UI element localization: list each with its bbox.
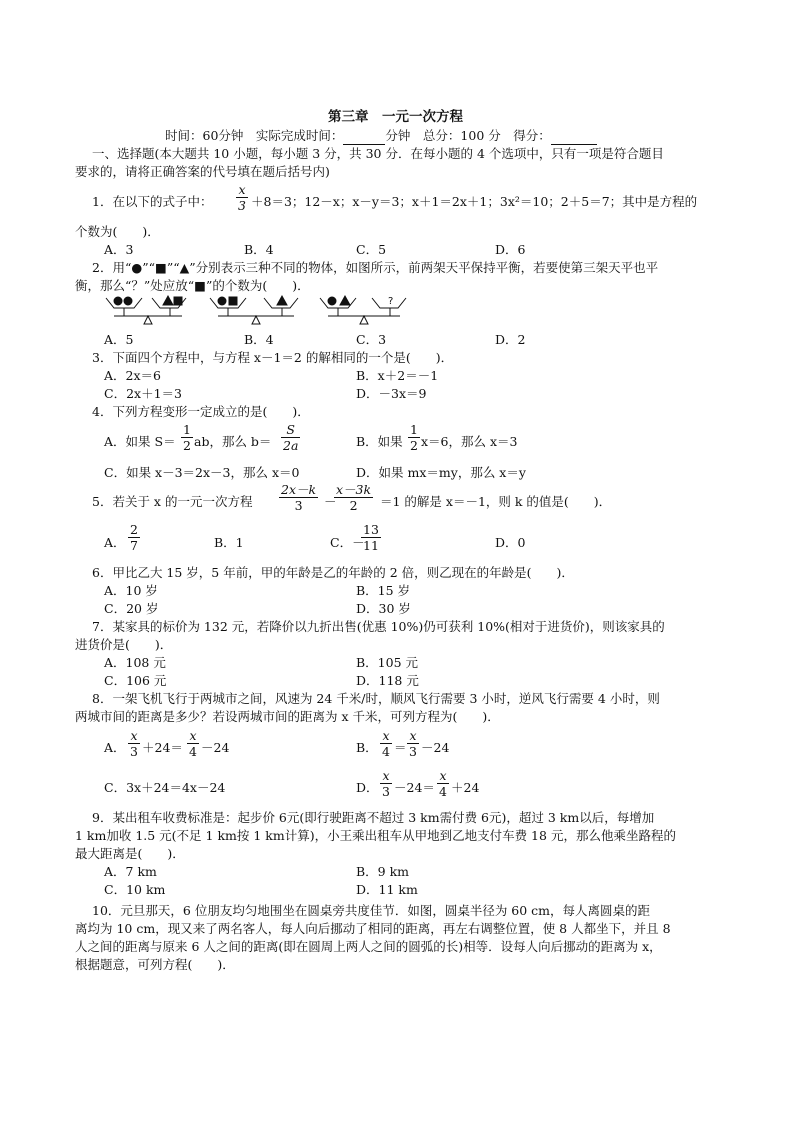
q1-line2: 个数为( )． [75,224,160,239]
q5-c-fraction [361,522,381,553]
q1-fraction [236,182,248,213]
q8-b-fraction-2 [407,728,419,759]
q2-line2: 衡，那么“？”处应放“■”的个数为( )． [75,278,310,293]
q5-option-a-label: A． [104,535,126,550]
q10-line2: 离均为 10 cm，现又来了两名客人，每人向后挪动了相同的距离，再左右调整位置，使 8 人都坐下，并且 8 [75,921,671,936]
square-icon [229,297,237,305]
q5-a-den: 7 [130,538,138,553]
q6-option-c: C．20 岁 [104,601,159,616]
q8-d-f2-den: 4 [439,784,447,799]
q8-d-fraction-1 [380,768,392,799]
balance-scale-1 [106,296,186,324]
q8-d-f2-num: x [437,768,449,784]
circle-icon [124,297,132,305]
score-blank [551,128,597,145]
q4-option-a-mid: ab，那么 b＝ [194,434,272,449]
balance-scale-3 [320,296,406,324]
q9-option-a: A．7 km [104,864,157,879]
q1-option-b: B．4 [244,242,274,257]
q4-a-f1-den: 2 [183,438,191,453]
circle-icon [114,297,122,305]
q1-frac-num: x [236,182,248,198]
q8-a-f2-den: 4 [189,744,197,759]
meta-minutes: 分钟 总分：100 分 得分： [385,128,551,143]
q4-option-b-post: x＝6，那么 x＝3 [421,434,518,449]
q5-fraction-2 [334,482,373,513]
q10-line3: 人之间的距离与原来 6 人之间的距离(即在圆周上两人之间的圆弧的长)相等．设每人向后挪动的距离为 x， [75,939,662,954]
q8-option-a-post: －24 [201,740,230,755]
q5-fraction-1 [279,482,318,513]
q9-line2: 1 km加收 1.5 元(不足 1 km按 1 km计算)，小王乘出租车从甲地到乙地支付车费 18 元，那么他乘坐路程的 [75,828,676,843]
q7-line2: 进货价是( )． [75,637,173,652]
q1-frac-den: 3 [238,198,246,213]
q1-post: ＋8＝3；12－x；x－y＝3；x＋1＝2x＋1；3x²＝10；2＋5＝7；其中是方程的 [251,194,698,209]
q5-a-fraction [128,522,140,553]
q4-a-fraction-1 [181,422,193,453]
q8-option-b-mid: ＝ [394,740,407,755]
page-title: 第三章 一元一次方程 [328,109,463,125]
q8-option-d-mid: －24＝ [394,780,435,795]
q1-option-a: A．3 [104,242,134,257]
exam-meta [165,128,597,145]
q8-d-fraction-2 [437,768,449,799]
balance-scale-2 [210,296,298,324]
q8-option-b-label: B． [356,740,378,755]
q1-option-c: C．5 [356,242,387,257]
q8-b-f2-den: 3 [409,744,417,759]
question-mark: ? [388,296,394,307]
q3-line1: 3．下面四个方程中，与方程 x－1＝2 的解相同的一个是( )． [92,350,454,365]
q5-option-d: D．0 [495,535,526,550]
q10-line1: 10．元旦那天，6 位朋友均匀地围坐在圆桌旁共度佳节．如图，圆桌半径为 60 cm，每人离圆桌的距 [92,903,651,918]
q1-pre: 1．在以下的式子中： [92,194,213,209]
q8-b-fraction-1 [380,728,392,759]
q5-c-num: 13 [363,522,379,537]
q7-option-d: D．118 元 [356,673,419,688]
q4-a-fraction-2 [281,422,300,453]
q5-pre: 5．若关于 x 的一元一次方程 [92,494,253,509]
q3-option-a: A．2x＝6 [104,368,161,383]
q4-option-a-pre: A．如果 S＝ [104,434,176,449]
q8-a-f1-num: x [128,728,140,744]
q4-a-f2-den: 2a [283,438,299,453]
q8-line1: 8．一架飞机飞行于两城市之间，风速为 24 千米/时，顺风飞行需要 3 小时，逆风飞行需要 4 小时，则 [92,691,660,706]
q3-option-d: D．－3x＝9 [356,386,427,401]
q8-a-fraction-2 [187,728,199,759]
q5-c-den: 11 [363,538,379,553]
q7-option-c: C．106 元 [104,673,167,688]
q5-post: ＝1 的解是 x＝－1，则 k 的值是( )． [380,494,612,509]
q8-b-f1-den: 4 [382,744,390,759]
q8-option-d-label: D． [356,780,379,795]
q6-line1: 6．甲比乙大 15 岁，5 年前，甲的年龄是乙的年龄的 2 倍，则乙现在的年龄是( )． [92,565,574,580]
q8-b-f1-num: x [380,728,392,744]
q4-b-f-den: 2 [410,438,418,453]
q1-option-d: D．6 [495,242,526,257]
q4-a-f1-num: 1 [183,422,191,437]
q5-f2-den: 2 [349,498,358,513]
q9-option-b: B．9 km [356,864,410,879]
q2-option-b: B．4 [244,332,274,347]
q8-a-f2-num: x [187,728,199,744]
q4-b-f-num: 1 [410,422,418,437]
q9-line3: 最大距离是( )． [75,846,185,861]
q9-option-d: D．11 km [356,882,418,897]
q2-option-c: C．3 [356,332,387,347]
q5-f1-num: 2x－k [281,482,317,497]
triangle-icon [277,296,287,305]
q9-line1: 9．某出租车收费标准是：起步价 6元(即行驶距离不超过 3 km需付费 6元)，超过 3 km以后，每增加 [92,810,655,825]
q3-option-b: B．x＋2＝－1 [356,368,439,383]
section-heading: 一、选择题(本大题共 10 小题，每小题 3 分，共 30 分．在每小题的 4 个选项中，只有一项是符合题目 [92,146,664,161]
q8-b-f2-num: x [407,728,419,744]
q7-line1: 7．某家具的标价为 132 元，若降价以九折出售(优惠 10%)仍可获利 10%(相对于进货价)，则该家具的 [92,619,665,634]
q7-option-a: A．108 元 [104,655,166,670]
triangle-icon [163,296,173,305]
section-heading-cont: 要求的，请将正确答案的代号填在题后括号内) [75,164,330,179]
q8-option-c: C．3x＋24＝4x－24 [104,780,226,795]
q5-f1-den: 3 [294,498,303,513]
q5-minus: － [324,494,337,509]
q5-a-num: 2 [130,522,138,537]
q2-line1: 2．用“●”“■”“▲”分别表示三种不同的物体，如图所示，前两架天平保持平衡，若要使第三架天平也平 [92,260,659,275]
q8-option-b-post: －24 [421,740,450,755]
q4-option-b-pre: B．如果 [356,434,403,449]
q5-option-c-label: C．－ [330,535,365,550]
q8-line2: 两城市间的距离是多少？若设两城市间的距离为 x 千米，可列方程为( )． [75,709,500,724]
q5-option-b: B．1 [214,535,244,550]
q6-option-d: D．30 岁 [356,601,411,616]
q6-option-b: B．15 岁 [356,583,411,598]
square-icon [174,297,182,305]
circle-icon [328,297,336,305]
q8-d-f1-den: 3 [382,784,390,799]
q8-option-a-mid: ＋24＝ [142,740,183,755]
q6-option-a: A．10 岁 [104,583,158,598]
q8-a-fraction-1 [128,728,140,759]
q8-a-f1-den: 3 [130,744,138,759]
q7-option-b: B．105 元 [356,655,419,670]
q8-option-a-label: A． [104,740,126,755]
q8-option-d-post: ＋24 [451,780,480,795]
q2-option-d: D．2 [495,332,526,347]
balance-scales-figure [104,294,424,330]
q9-option-c: C．10 km [104,882,166,897]
q4-option-c: C．如果 x－3＝2x－3，那么 x＝0 [104,465,300,480]
triangle-icon [340,296,350,305]
time-blank [343,128,385,145]
q5-f2-num: x－3k [336,482,372,497]
q8-d-f1-num: x [380,768,392,784]
q2-option-a: A．5 [104,332,134,347]
q4-line1: 4．下列方程变形一定成立的是( )． [92,404,310,419]
meta-time: 时间：60分钟 实际完成时间： [165,128,344,143]
q4-option-d: D．如果 mx＝my，那么 x＝y [356,465,526,480]
q3-option-c: C．2x＋1＝3 [104,386,182,401]
circle-icon [218,297,226,305]
q4-b-fraction [408,422,420,453]
q4-a-f2-num: S [281,422,300,438]
q10-line4: 根据题意，可列方程( )． [75,957,235,972]
